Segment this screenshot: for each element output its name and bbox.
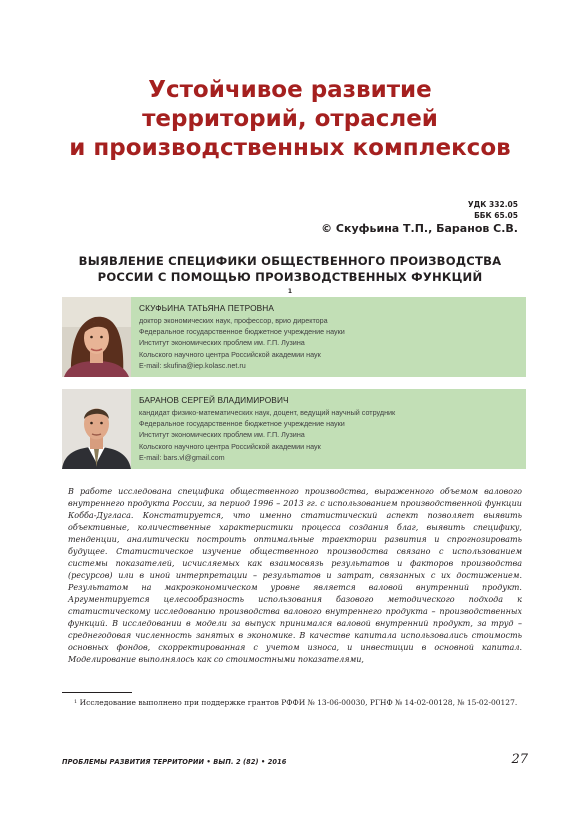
section-title-line: и производственных комплексов <box>69 135 511 161</box>
author-affiliation: Федеральное государственное бюджетное учреждение науки <box>139 419 345 429</box>
copyright-authors: © Скуфьина Т.П., Баранов С.В. <box>321 222 518 235</box>
classification-codes <box>468 199 518 221</box>
author-name: БАРАНОВ СЕРГЕЙ ВЛАДИМИРОВИЧ <box>139 395 289 405</box>
author-email[interactable]: E-mail: bars.vl@gmail.com <box>139 452 225 462</box>
author-info <box>131 297 526 377</box>
footnote <box>62 697 526 709</box>
article-title-line: ВЫЯВЛЕНИЕ СПЕЦИФИКИ ОБЩЕСТВЕННОГО ПРОИЗВОДСТВА <box>78 254 502 268</box>
journal-footer: ПРОБЛЕМЫ РАЗВИТИЯ ТЕРРИТОРИИ • ВЫП. 2 (82) • 2016 <box>62 758 287 766</box>
author-affiliation: Кольского научного центра Российской академии наук <box>139 441 321 451</box>
footnote-marker[interactable]: 1 <box>287 288 293 295</box>
footnote-text: Исследование выполнено при поддержке грантов РФФИ № 13-06-00030, РГНФ № 14-02-00128, № 15-02-00127. <box>79 698 518 707</box>
udk-code: УДК 332.05 <box>467 200 518 209</box>
author-card-skufina <box>62 297 526 377</box>
section-title <box>0 76 580 163</box>
section-title-line: Устойчивое развитие <box>148 77 432 103</box>
author-affiliation: Институт экономических проблем им. Г.П. Лузина <box>139 338 305 348</box>
article-title <box>40 253 540 301</box>
author-photo <box>62 297 131 377</box>
article-title-line-text: РОССИИ С ПОМОЩЬЮ ПРОИЗВОДСТВЕННЫХ ФУНКЦИЙ <box>97 270 483 284</box>
author-degree: кандидат физико-математических наук, доцент, ведущий научный сотрудник <box>139 408 396 417</box>
author-affiliation: Кольского научного центра Российской академии наук <box>139 349 321 359</box>
author-affiliation: Федеральное государственное бюджетное учреждение науки <box>139 327 345 337</box>
section-title-line: территорий, отраслей <box>142 106 438 132</box>
author-degree: доктор экономических наук, профессор, врио директора <box>139 316 328 325</box>
author-card-baranov <box>62 389 526 469</box>
author-email[interactable]: E-mail: skufina@iep.kolasc.net.ru <box>139 360 246 370</box>
author-photo <box>62 389 131 469</box>
author-affiliation: Институт экономических проблем им. Г.П. Лузина <box>139 430 305 440</box>
footnote-divider <box>62 692 132 693</box>
author-info <box>131 389 526 469</box>
footnote-number: 1 <box>74 699 78 705</box>
page-number: 27 <box>511 752 528 767</box>
abstract: В работе исследована специфика общественного производства, выраженного объемом валового внутреннего продукта России, за период 1996 – 2013 гг. с использованием производственной функции Кобба-Дугласа. Констатируется, что именно статистический аспект позволяет выявить объективные, количественные характеристики процесса создания благ, выявить специфику, тенденции, аналитически построить оптимальные траектории развития и спрогнозировать будущее. Статистическое изучение общественного производства связано с использованием системы показателей, исчисляемых как взаимосвязь результатов и факторов производства (ресурсов) или в иной интерпретации – результатов и затрат, связанных с их достижением. Результатом на макроэкономическом уровне является валовой внутренний продукт. Аргументируется целесообразность использования базового методического подхода к статистическому исследованию производства валового внутреннего продукта – производственных функций. В исследовании в модели за выпуск принимался валовой внутренний продукт, за труд – среднегодовая численность занятых в экономике. В качестве капитала использовались стоимость основных фондов, скорректированная с учетом износа, и инвестиции в основной капитал. Моделирование выполнялось как со стоимостными показателями, <box>68 487 522 664</box>
author-name: СКУФЬИНА ТАТЬЯНА ПЕТРОВНА <box>139 303 275 313</box>
bbk-code: ББК 65.05 <box>474 211 518 220</box>
